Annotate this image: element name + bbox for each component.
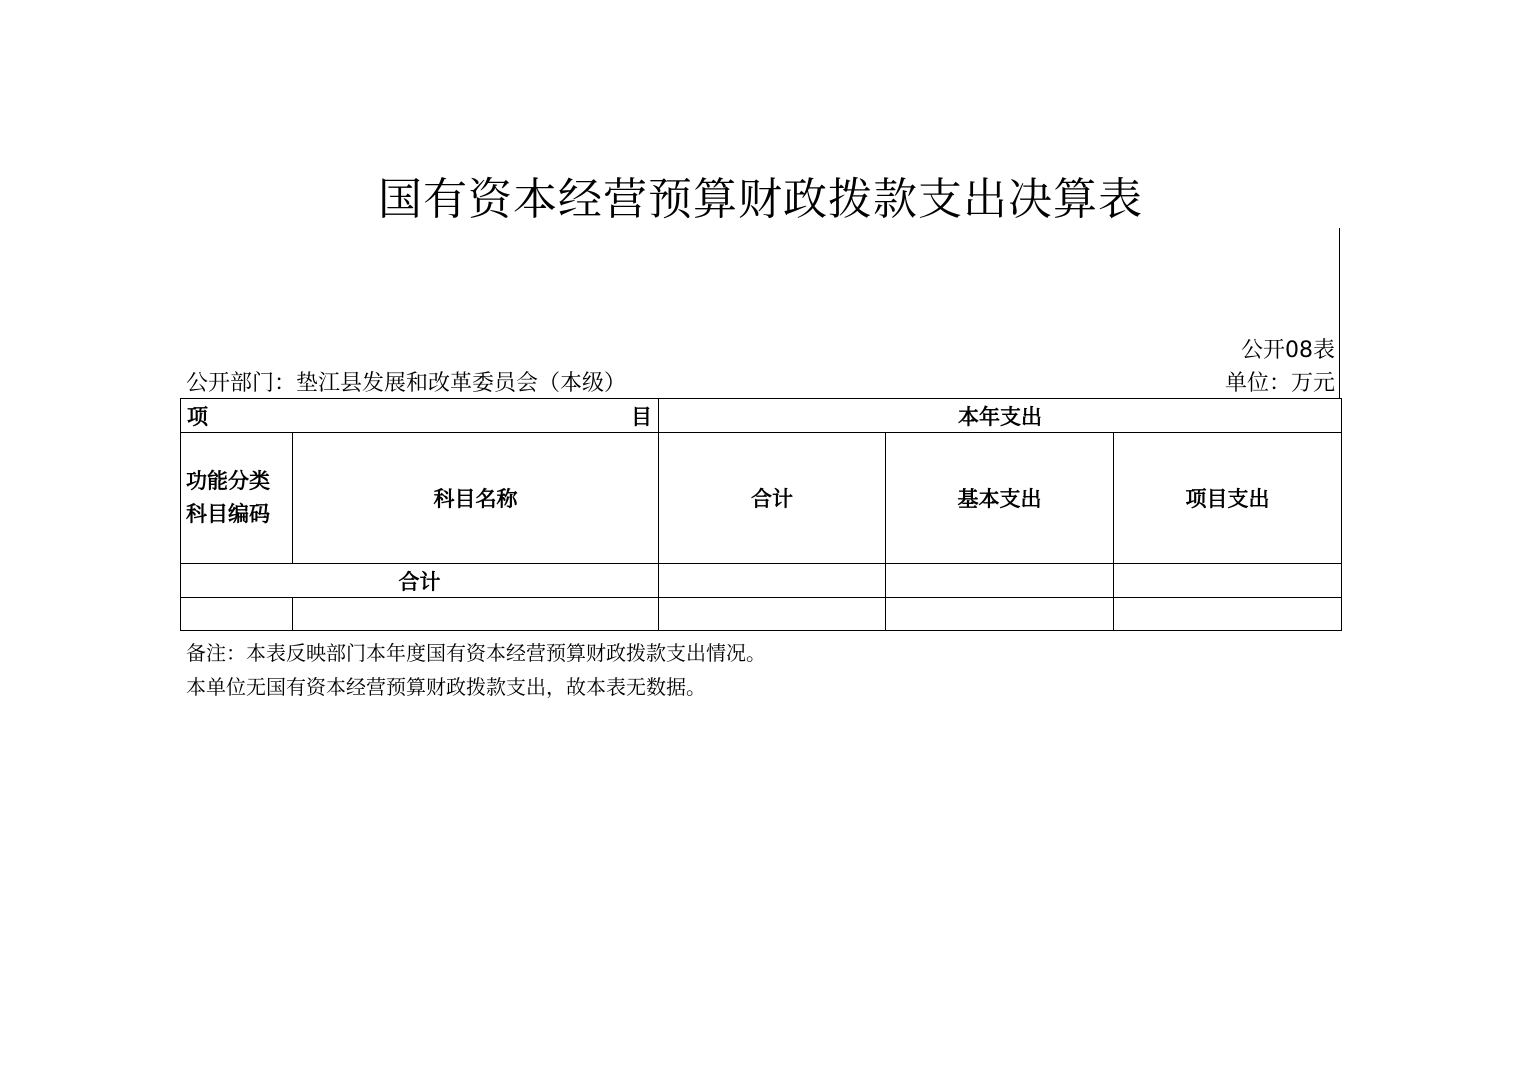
vertical-divider-line xyxy=(1339,228,1340,398)
header-basic-expenditure: 基本支出 xyxy=(886,433,1114,564)
table-number: 公开08表 xyxy=(1241,338,1335,363)
expenditure-table xyxy=(180,398,1342,631)
header-item xyxy=(181,399,659,433)
department-label: 公开部门：垫江县发展和改革委员会（本级） xyxy=(186,371,627,396)
table-cell xyxy=(1114,598,1342,631)
header-function-code xyxy=(181,433,293,564)
table-cell xyxy=(181,598,293,631)
note-line-1: 备注：本表反映部门本年度国有资本经营预算财政拨款支出情况。 xyxy=(186,641,766,665)
table-cell xyxy=(886,598,1114,631)
table-row xyxy=(181,598,1342,631)
header-item-right: 目 xyxy=(631,404,652,429)
total-row-project-cell xyxy=(1114,564,1342,598)
note-line-2: 本单位无国有资本经营预算财政拨款支出，故本表无数据。 xyxy=(186,675,706,699)
total-row-total-cell xyxy=(659,564,886,598)
unit-label: 单位：万元 xyxy=(1224,371,1335,396)
notes xyxy=(186,636,766,704)
header-current-year: 本年支出 xyxy=(659,399,1342,433)
total-row-label: 合计 xyxy=(181,564,659,598)
header-function-code-line2: 科目编码 xyxy=(186,502,270,526)
header-item-left: 项 xyxy=(187,404,208,429)
table-cell xyxy=(293,598,659,631)
total-row xyxy=(181,564,1342,598)
header-project-expenditure: 项目支出 xyxy=(1114,433,1342,564)
header-function-code-line1: 功能分类 xyxy=(186,469,270,493)
header-subject-name: 科目名称 xyxy=(293,433,659,564)
total-row-basic-cell xyxy=(886,564,1114,598)
page-title: 国有资本经营预算财政拨款支出决算表 xyxy=(378,174,1143,225)
header-row-2 xyxy=(181,433,1342,564)
table-cell xyxy=(659,598,886,631)
header-total: 合计 xyxy=(659,433,886,564)
header-row-1 xyxy=(181,399,1342,433)
